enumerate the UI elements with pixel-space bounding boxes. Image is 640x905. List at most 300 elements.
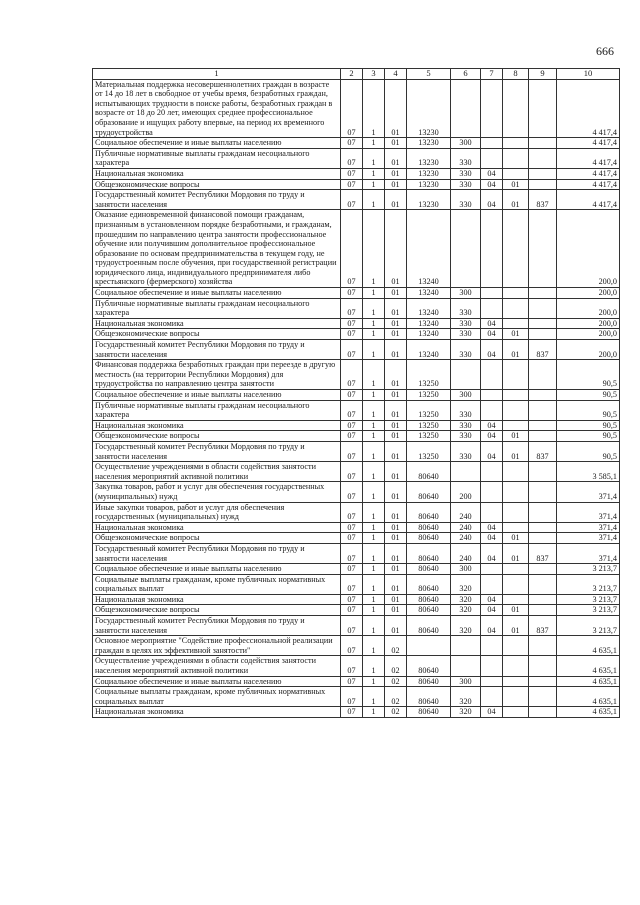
code-cell: 04 xyxy=(481,605,503,616)
code-cell xyxy=(451,656,481,676)
code-cell: 01 xyxy=(503,616,529,636)
code-cell: 330 xyxy=(451,441,481,461)
code-cell xyxy=(529,482,557,502)
code-cell xyxy=(503,420,529,431)
code-cell: 80640 xyxy=(407,574,451,594)
item-name-cell: Государственный комитет Республики Мордовия по труду и занятости населения xyxy=(93,441,341,461)
code-cell xyxy=(529,574,557,594)
code-cell xyxy=(529,431,557,442)
code-cell: 80640 xyxy=(407,687,451,707)
code-cell: 320 xyxy=(451,605,481,616)
code-cell: 330 xyxy=(451,340,481,360)
code-cell xyxy=(529,420,557,431)
code-cell xyxy=(529,564,557,575)
code-cell xyxy=(529,522,557,533)
code-cell xyxy=(529,636,557,656)
code-cell: 300 xyxy=(451,390,481,401)
code-cell: 04 xyxy=(481,533,503,544)
code-cell: 300 xyxy=(451,138,481,149)
header-cell: 8 xyxy=(503,69,529,80)
item-name-cell: Социальное обеспечение и иные выплаты населению xyxy=(93,138,341,149)
code-cell: 01 xyxy=(385,594,407,605)
code-cell: 07 xyxy=(341,594,363,605)
amount-cell: 3 213,7 xyxy=(557,564,620,575)
code-cell: 13240 xyxy=(407,329,451,340)
code-cell xyxy=(503,574,529,594)
code-cell xyxy=(481,148,503,168)
amount-cell: 200,0 xyxy=(557,210,620,288)
amount-cell: 90,5 xyxy=(557,400,620,420)
code-cell: 01 xyxy=(385,441,407,461)
code-cell: 01 xyxy=(385,288,407,299)
code-cell: 80640 xyxy=(407,462,451,482)
code-cell: 01 xyxy=(385,462,407,482)
code-cell: 07 xyxy=(341,574,363,594)
code-cell xyxy=(529,329,557,340)
code-cell: 200 xyxy=(451,482,481,502)
code-cell xyxy=(481,687,503,707)
code-cell xyxy=(503,656,529,676)
code-cell xyxy=(529,707,557,718)
item-name-cell: Национальная экономика xyxy=(93,318,341,329)
item-name-cell: Социальное обеспечение и иные выплаты населению xyxy=(93,390,341,401)
table-row xyxy=(93,564,620,575)
code-cell xyxy=(529,210,557,288)
amount-cell: 371,4 xyxy=(557,533,620,544)
code-cell xyxy=(503,390,529,401)
code-cell: 330 xyxy=(451,298,481,318)
code-cell xyxy=(503,298,529,318)
amount-cell: 3 213,7 xyxy=(557,574,620,594)
code-cell: 1 xyxy=(363,288,385,299)
table-row xyxy=(93,594,620,605)
code-cell: 1 xyxy=(363,574,385,594)
code-cell: 1 xyxy=(363,707,385,718)
code-cell: 04 xyxy=(481,543,503,563)
amount-cell: 90,5 xyxy=(557,431,620,442)
item-name-cell: Государственный комитет Республики Мордовия по труду и занятости населения xyxy=(93,190,341,210)
header-cell: 4 xyxy=(385,69,407,80)
code-cell: 13240 xyxy=(407,298,451,318)
code-cell xyxy=(529,390,557,401)
code-cell: 07 xyxy=(341,616,363,636)
amount-cell: 4 417,4 xyxy=(557,190,620,210)
code-cell: 330 xyxy=(451,168,481,179)
table-row xyxy=(93,482,620,502)
table-row xyxy=(93,605,620,616)
code-cell: 330 xyxy=(451,431,481,442)
amount-cell: 371,4 xyxy=(557,522,620,533)
code-cell: 01 xyxy=(385,168,407,179)
code-cell xyxy=(529,79,557,138)
table-row xyxy=(93,656,620,676)
code-cell: 04 xyxy=(481,318,503,329)
code-cell: 02 xyxy=(385,707,407,718)
code-cell: 01 xyxy=(385,574,407,594)
amount-cell: 4 417,4 xyxy=(557,168,620,179)
code-cell: 07 xyxy=(341,329,363,340)
amount-cell: 90,5 xyxy=(557,360,620,390)
table-row xyxy=(93,707,620,718)
code-cell: 01 xyxy=(503,543,529,563)
code-cell: 04 xyxy=(481,431,503,442)
code-cell: 1 xyxy=(363,605,385,616)
code-cell: 01 xyxy=(385,79,407,138)
code-cell: 1 xyxy=(363,616,385,636)
code-cell: 01 xyxy=(385,431,407,442)
code-cell: 1 xyxy=(363,190,385,210)
amount-cell: 4 635,1 xyxy=(557,676,620,687)
code-cell: 1 xyxy=(363,441,385,461)
amount-cell: 200,0 xyxy=(557,318,620,329)
code-cell: 07 xyxy=(341,605,363,616)
code-cell: 01 xyxy=(503,190,529,210)
code-cell xyxy=(481,482,503,502)
amount-cell: 371,4 xyxy=(557,482,620,502)
item-name-cell: Национальная экономика xyxy=(93,594,341,605)
item-name-cell: Национальная экономика xyxy=(93,707,341,718)
code-cell: 330 xyxy=(451,148,481,168)
code-cell: 13240 xyxy=(407,318,451,329)
code-cell: 01 xyxy=(503,179,529,190)
item-name-cell: Социальное обеспечение и иные выплаты населению xyxy=(93,676,341,687)
code-cell xyxy=(529,360,557,390)
code-cell xyxy=(481,298,503,318)
header-cell: 2 xyxy=(341,69,363,80)
code-cell xyxy=(481,502,503,522)
code-cell xyxy=(529,148,557,168)
item-name-cell: Финансовая поддержка безработных граждан при переезде в другую местность (на территории Республики Мордовия) для трудоустройства по направлению центра занятости xyxy=(93,360,341,390)
code-cell xyxy=(503,502,529,522)
code-cell: 1 xyxy=(363,636,385,656)
code-cell: 01 xyxy=(385,502,407,522)
table-row xyxy=(93,431,620,442)
code-cell: 01 xyxy=(385,360,407,390)
code-cell: 1 xyxy=(363,533,385,544)
code-cell: 837 xyxy=(529,340,557,360)
code-cell xyxy=(529,533,557,544)
code-cell: 13250 xyxy=(407,400,451,420)
code-cell: 04 xyxy=(481,707,503,718)
code-cell: 1 xyxy=(363,168,385,179)
code-cell: 01 xyxy=(503,605,529,616)
table-row xyxy=(93,522,620,533)
code-cell: 13250 xyxy=(407,441,451,461)
code-cell: 01 xyxy=(385,420,407,431)
code-cell: 13250 xyxy=(407,431,451,442)
item-name-cell: Общеэкономические вопросы xyxy=(93,533,341,544)
code-cell: 1 xyxy=(363,360,385,390)
code-cell xyxy=(451,210,481,288)
table-row xyxy=(93,329,620,340)
code-cell: 13230 xyxy=(407,138,451,149)
code-cell: 01 xyxy=(385,298,407,318)
header-cell: 7 xyxy=(481,69,503,80)
header-cell: 9 xyxy=(529,69,557,80)
code-cell: 07 xyxy=(341,420,363,431)
table-row xyxy=(93,298,620,318)
code-cell: 330 xyxy=(451,318,481,329)
code-cell xyxy=(481,210,503,288)
amount-cell: 371,4 xyxy=(557,543,620,563)
table-row xyxy=(93,190,620,210)
code-cell: 300 xyxy=(451,564,481,575)
amount-cell: 3 213,7 xyxy=(557,616,620,636)
code-cell: 04 xyxy=(481,522,503,533)
table-row xyxy=(93,420,620,431)
item-name-cell: Публичные нормативные выплаты гражданам несоциального характера xyxy=(93,148,341,168)
code-cell xyxy=(503,288,529,299)
code-cell: 13250 xyxy=(407,420,451,431)
code-cell: 330 xyxy=(451,179,481,190)
code-cell: 13250 xyxy=(407,390,451,401)
code-cell: 13240 xyxy=(407,210,451,288)
amount-cell: 3 585,1 xyxy=(557,462,620,482)
code-cell: 07 xyxy=(341,441,363,461)
code-cell: 04 xyxy=(481,179,503,190)
code-cell xyxy=(503,594,529,605)
code-cell xyxy=(503,707,529,718)
code-cell: 80640 xyxy=(407,594,451,605)
code-cell xyxy=(503,210,529,288)
code-cell: 1 xyxy=(363,329,385,340)
code-cell: 07 xyxy=(341,400,363,420)
item-name-cell: Общеэкономические вопросы xyxy=(93,605,341,616)
code-cell: 07 xyxy=(341,288,363,299)
table-row xyxy=(93,636,620,656)
code-cell: 07 xyxy=(341,656,363,676)
code-cell: 07 xyxy=(341,390,363,401)
amount-cell: 4 635,1 xyxy=(557,656,620,676)
code-cell: 01 xyxy=(385,148,407,168)
code-cell xyxy=(503,360,529,390)
code-cell xyxy=(529,656,557,676)
code-cell: 01 xyxy=(385,179,407,190)
amount-cell: 90,5 xyxy=(557,420,620,431)
code-cell: 80640 xyxy=(407,605,451,616)
table-row xyxy=(93,288,620,299)
code-cell: 07 xyxy=(341,636,363,656)
code-cell xyxy=(503,687,529,707)
code-cell xyxy=(503,482,529,502)
code-cell: 1 xyxy=(363,676,385,687)
code-cell: 07 xyxy=(341,190,363,210)
code-cell: 837 xyxy=(529,543,557,563)
code-cell: 1 xyxy=(363,148,385,168)
table-row xyxy=(93,390,620,401)
code-cell: 07 xyxy=(341,318,363,329)
code-cell xyxy=(529,298,557,318)
code-cell xyxy=(481,636,503,656)
code-cell: 01 xyxy=(385,616,407,636)
code-cell: 1 xyxy=(363,179,385,190)
code-cell: 01 xyxy=(503,340,529,360)
code-cell: 240 xyxy=(451,522,481,533)
item-name-cell: Национальная экономика xyxy=(93,420,341,431)
code-cell xyxy=(529,138,557,149)
code-cell: 1 xyxy=(363,420,385,431)
code-cell xyxy=(529,168,557,179)
code-cell: 01 xyxy=(385,190,407,210)
code-cell: 240 xyxy=(451,543,481,563)
code-cell: 320 xyxy=(451,594,481,605)
code-cell: 07 xyxy=(341,502,363,522)
code-cell xyxy=(529,676,557,687)
code-cell xyxy=(529,462,557,482)
item-name-cell: Социальные выплаты гражданам, кроме публичных нормативных социальных выплат xyxy=(93,574,341,594)
code-cell: 07 xyxy=(341,431,363,442)
code-cell: 13230 xyxy=(407,148,451,168)
code-cell: 1 xyxy=(363,400,385,420)
code-cell: 330 xyxy=(451,190,481,210)
table-row xyxy=(93,574,620,594)
code-cell: 1 xyxy=(363,138,385,149)
item-name-cell: Национальная экономика xyxy=(93,168,341,179)
table-row xyxy=(93,138,620,149)
code-cell: 1 xyxy=(363,502,385,522)
code-cell: 01 xyxy=(503,431,529,442)
item-name-cell: Общеэкономические вопросы xyxy=(93,431,341,442)
code-cell xyxy=(481,390,503,401)
amount-cell: 4 635,1 xyxy=(557,687,620,707)
header-cell: 5 xyxy=(407,69,451,80)
code-cell: 02 xyxy=(385,676,407,687)
code-cell: 13250 xyxy=(407,360,451,390)
code-cell xyxy=(481,360,503,390)
item-name-cell: Социальное обеспечение и иные выплаты населению xyxy=(93,288,341,299)
table-header-row xyxy=(93,69,620,80)
code-cell xyxy=(503,318,529,329)
code-cell xyxy=(503,148,529,168)
code-cell xyxy=(407,636,451,656)
header-cell: 3 xyxy=(363,69,385,80)
code-cell xyxy=(503,522,529,533)
code-cell: 01 xyxy=(385,329,407,340)
code-cell xyxy=(529,502,557,522)
table-row xyxy=(93,533,620,544)
code-cell xyxy=(503,676,529,687)
code-cell: 04 xyxy=(481,441,503,461)
code-cell xyxy=(529,318,557,329)
item-name-cell: Общеэкономические вопросы xyxy=(93,179,341,190)
item-name-cell: Оказание единовременной финансовой помощи гражданам, признанным в установленном порядке безработными, и гражданам, прошедшим по направлению центра занятости профессиональное обучение или получившим дополнительное профессиональное образование по основам предпринимательства в текущем году, не трудоустроенным после обучения, при государственной регистрации юридического лица, индивидуального предпринимателя либо крестьянского (фермерского) хозяйства xyxy=(93,210,341,288)
code-cell: 07 xyxy=(341,148,363,168)
code-cell: 240 xyxy=(451,533,481,544)
code-cell: 07 xyxy=(341,522,363,533)
amount-cell: 200,0 xyxy=(557,298,620,318)
code-cell: 330 xyxy=(451,420,481,431)
code-cell xyxy=(481,676,503,687)
code-cell xyxy=(481,574,503,594)
table-row xyxy=(93,168,620,179)
code-cell: 07 xyxy=(341,564,363,575)
item-name-cell: Государственный комитет Республики Мордовия по труду и занятости населения xyxy=(93,616,341,636)
table-body xyxy=(93,79,620,717)
amount-cell: 90,5 xyxy=(557,390,620,401)
code-cell: 80640 xyxy=(407,522,451,533)
code-cell xyxy=(503,636,529,656)
code-cell: 80640 xyxy=(407,656,451,676)
code-cell: 07 xyxy=(341,298,363,318)
code-cell: 80640 xyxy=(407,616,451,636)
code-cell: 07 xyxy=(341,482,363,502)
header-cell: 6 xyxy=(451,69,481,80)
table-row xyxy=(93,360,620,390)
code-cell: 07 xyxy=(341,168,363,179)
amount-cell: 3 213,7 xyxy=(557,605,620,616)
code-cell: 01 xyxy=(385,482,407,502)
code-cell: 07 xyxy=(341,687,363,707)
code-cell: 1 xyxy=(363,543,385,563)
code-cell: 1 xyxy=(363,79,385,138)
item-name-cell: Национальная экономика xyxy=(93,522,341,533)
code-cell: 320 xyxy=(451,687,481,707)
code-cell: 13240 xyxy=(407,340,451,360)
item-name-cell: Осуществление учреждениями в области содействия занятости населения мероприятий активной политики xyxy=(93,462,341,482)
code-cell xyxy=(481,656,503,676)
code-cell: 07 xyxy=(341,79,363,138)
code-cell xyxy=(503,564,529,575)
amount-cell: 3 213,7 xyxy=(557,594,620,605)
code-cell xyxy=(451,360,481,390)
code-cell: 1 xyxy=(363,340,385,360)
code-cell: 04 xyxy=(481,420,503,431)
table-row xyxy=(93,616,620,636)
code-cell: 01 xyxy=(385,318,407,329)
code-cell: 01 xyxy=(385,543,407,563)
code-cell: 04 xyxy=(481,340,503,360)
code-cell: 330 xyxy=(451,329,481,340)
code-cell: 80640 xyxy=(407,707,451,718)
code-cell: 837 xyxy=(529,190,557,210)
table-row xyxy=(93,687,620,707)
code-cell: 07 xyxy=(341,543,363,563)
item-name-cell: Социальное обеспечение и иные выплаты населению xyxy=(93,564,341,575)
item-name-cell: Закупка товаров, работ и услуг для обеспечения государственных (муниципальных) нужд xyxy=(93,482,341,502)
code-cell: 1 xyxy=(363,431,385,442)
code-cell: 80640 xyxy=(407,564,451,575)
table-row xyxy=(93,676,620,687)
code-cell xyxy=(451,636,481,656)
item-name-cell: Материальная поддержка несовершеннолетних граждан в возрасте от 14 до 18 лет в свободное от учебы время, безработных граждан, испытывающих трудности в поиске работы, безработных граждан в возрасте от 18 до 20 лет, имеющих среднее профессиональное образование и ищущих работу впервые, на период их временного трудоустройства xyxy=(93,79,341,138)
code-cell: 1 xyxy=(363,522,385,533)
budget-table xyxy=(92,68,620,718)
item-name-cell: Социальные выплаты гражданам, кроме публичных нормативных социальных выплат xyxy=(93,687,341,707)
code-cell: 1 xyxy=(363,687,385,707)
amount-cell: 200,0 xyxy=(557,288,620,299)
code-cell: 300 xyxy=(451,676,481,687)
code-cell: 240 xyxy=(451,502,481,522)
code-cell: 320 xyxy=(451,574,481,594)
code-cell: 13230 xyxy=(407,179,451,190)
code-cell: 320 xyxy=(451,616,481,636)
code-cell xyxy=(481,462,503,482)
page-number: 666 xyxy=(596,44,614,58)
code-cell: 1 xyxy=(363,564,385,575)
code-cell: 837 xyxy=(529,616,557,636)
code-cell: 01 xyxy=(385,564,407,575)
amount-cell: 200,0 xyxy=(557,340,620,360)
table-row xyxy=(93,441,620,461)
item-name-cell: Публичные нормативные выплаты гражданам несоциального характера xyxy=(93,400,341,420)
code-cell: 07 xyxy=(341,462,363,482)
code-cell: 04 xyxy=(481,594,503,605)
code-cell: 330 xyxy=(451,400,481,420)
amount-cell: 4 417,4 xyxy=(557,148,620,168)
code-cell: 07 xyxy=(341,210,363,288)
code-cell xyxy=(503,138,529,149)
code-cell: 07 xyxy=(341,179,363,190)
